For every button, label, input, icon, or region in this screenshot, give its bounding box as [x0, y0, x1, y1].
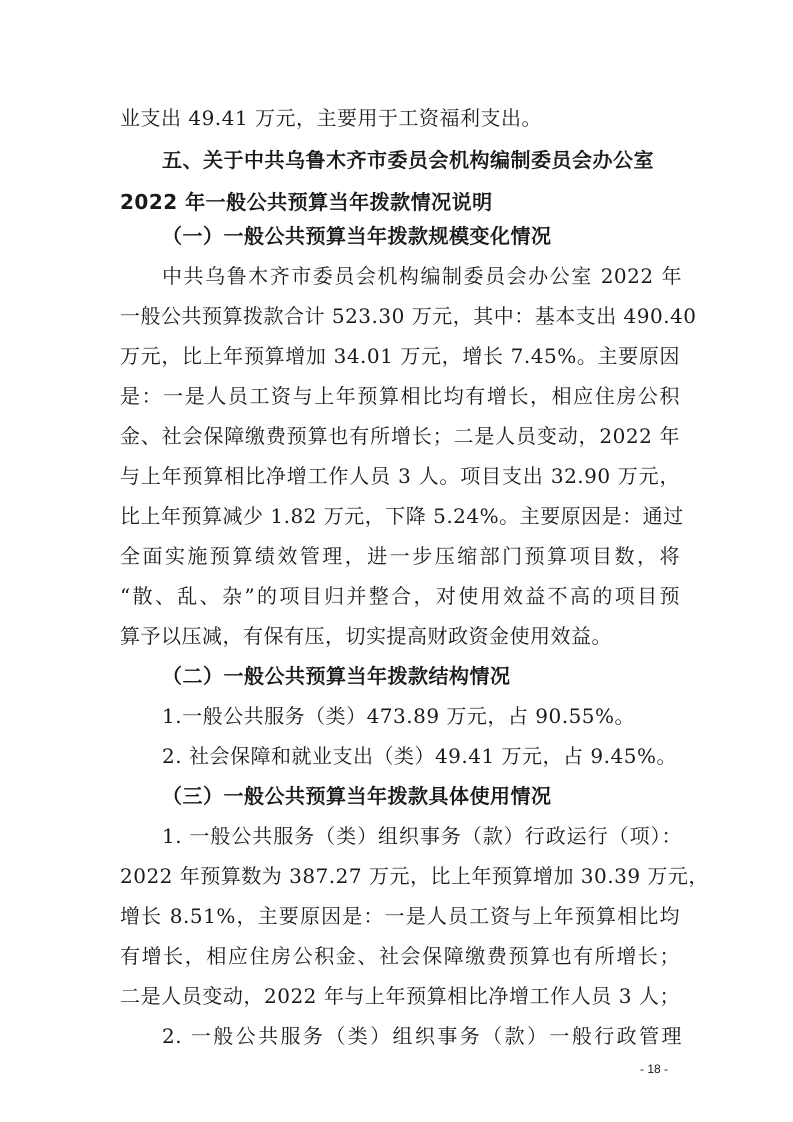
- subsection-heading: （三）一般公共预算当年拨款具体使用情况: [162, 784, 552, 808]
- list-item: 1. 一般公共服务（类）组织事务（款）行政运行（项）：: [162, 824, 682, 848]
- text-line: 与上年预算相比净增工作人员 3 人。项目支出 32.90 万元，: [120, 464, 680, 488]
- list-item: 2. 社会保障和就业支出（类）49.41 万元，占 9.45%。: [162, 744, 677, 768]
- text-line: 比上年预算减少 1.82 万元，下降 5.24%。主要原因是：通过: [120, 504, 684, 528]
- text-line: 全面实施预算绩效管理，进一步压缩部门预算项目数，将: [120, 544, 680, 568]
- text-line: 二是人员变动，2022 年与上年预算相比净增工作人员 3 人；: [120, 984, 680, 1008]
- page-number: - 18 -: [640, 1062, 669, 1076]
- section-heading-line: 2022 年一般公共预算当年拨款情况说明: [120, 190, 493, 214]
- subsection-heading: （二）一般公共预算当年拨款结构情况: [162, 664, 511, 688]
- list-item: 1.一般公共服务（类）473.89 万元，占 90.55%。: [162, 704, 636, 728]
- text-line: 算予以压减，有保有压，切实提高财政资金使用效益。: [120, 624, 612, 648]
- text-line: 中共乌鲁木齐市委员会机构编制委员会办公室 2022 年: [162, 264, 682, 288]
- text-line: “散、乱、杂”的项目归并整合，对使用效益不高的项目预: [120, 584, 680, 608]
- text-line: 一般公共预算拨款合计 523.30 万元，其中：基本支出 490.40: [120, 304, 697, 328]
- subsection-heading: （一）一般公共预算当年拨款规模变化情况: [162, 224, 552, 248]
- text-line: 业支出 49.41 万元，主要用于工资福利支出。: [120, 106, 542, 130]
- section-heading-line: 五、关于中共乌鲁木齐市委员会机构编制委员会办公室: [162, 148, 654, 172]
- text-line: 万元，比上年预算增加 34.01 万元，增长 7.45%。主要原因: [120, 344, 680, 368]
- text-line: 2022 年预算数为 387.27 万元，比上年预算增加 30.39 万元，: [120, 864, 709, 888]
- text-line: 有增长，相应住房公积金、社会保障缴费预算也有所增长；: [120, 944, 680, 968]
- list-item: 2. 一般公共服务（类）组织事务（款）一般行政管理: [162, 1024, 682, 1048]
- text-line: 增长 8.51%，主要原因是：一是人员工资与上年预算相比均: [120, 904, 680, 928]
- text-line: 金、社会保障缴费预算也有所增长；二是人员变动，2022 年: [120, 424, 680, 448]
- text-line: 是：一是人员工资与上年预算相比均有增长，相应住房公积: [120, 384, 680, 408]
